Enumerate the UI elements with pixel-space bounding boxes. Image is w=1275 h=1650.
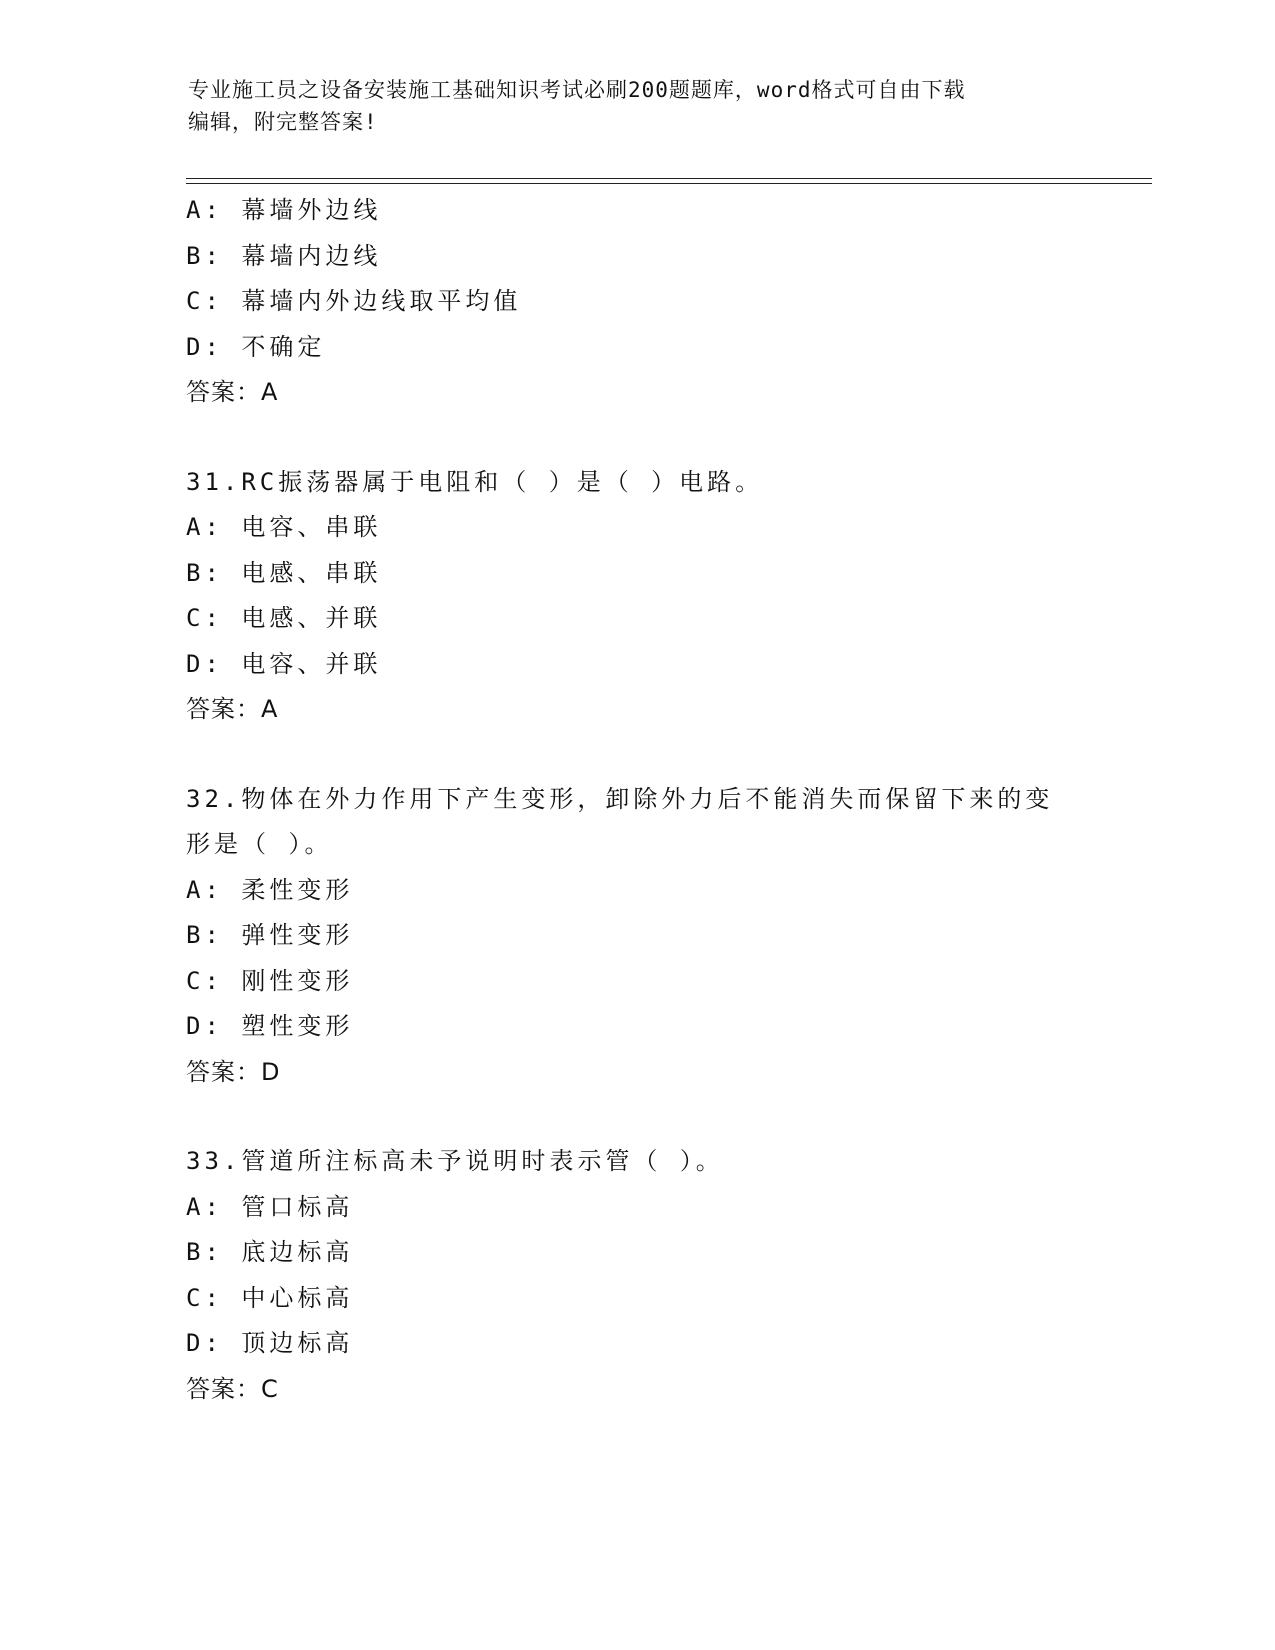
question-stem: 33.管道所注标高未予说明时表示管（ ）。 bbox=[186, 1147, 724, 1175]
option-c: C: 刚性变形 bbox=[186, 966, 354, 995]
question-32 bbox=[186, 777, 1106, 1096]
question-33 bbox=[186, 1139, 1106, 1412]
answer: 答案：C bbox=[186, 1374, 279, 1403]
answer: 答案：D bbox=[186, 1057, 281, 1086]
spacer bbox=[186, 733, 1106, 777]
question-list bbox=[186, 188, 1106, 1412]
header-title-line-1: 专业施工员之设备安装施工基础知识考试必刷200题题库，word格式可自由下载 bbox=[188, 78, 966, 102]
spacer bbox=[186, 1095, 1106, 1139]
spacer bbox=[186, 416, 1106, 460]
option-d: D: 塑性变形 bbox=[186, 1012, 354, 1040]
question-stem-line-1: 32.物体在外力作用下产生变形，卸除外力后不能消失而保留下来的变 bbox=[186, 784, 1054, 813]
option-d: D: 顶边标高 bbox=[186, 1329, 354, 1357]
option-d: D: 电容、并联 bbox=[186, 649, 382, 678]
option-b: B: 弹性变形 bbox=[186, 921, 354, 949]
answer: 答案：A bbox=[186, 378, 279, 406]
option-c: C: 中心标高 bbox=[186, 1283, 354, 1312]
option-a: A: 柔性变形 bbox=[186, 875, 354, 904]
option-c: C: 幕墙内外边线取平均值 bbox=[186, 287, 522, 315]
question-31 bbox=[186, 460, 1106, 733]
header-divider-top bbox=[186, 178, 1152, 179]
option-b: B: 底边标高 bbox=[186, 1238, 354, 1266]
header-divider-bottom bbox=[186, 183, 1152, 184]
option-a: A: 电容、串联 bbox=[186, 513, 382, 541]
question-stem-line-2: 形是（ ）。 bbox=[186, 830, 333, 858]
option-c: C: 电感、并联 bbox=[186, 604, 382, 632]
document-header bbox=[188, 74, 1068, 138]
option-a: A: 管口标高 bbox=[186, 1192, 354, 1221]
option-a: A: 幕墙外边线 bbox=[186, 196, 382, 224]
option-b: B: 电感、串联 bbox=[186, 558, 382, 587]
header-title-line-2: 编辑，附完整答案! bbox=[188, 110, 378, 134]
question-stem: 31.RC振荡器属于电阻和（ ）是（ ）电路。 bbox=[186, 467, 764, 496]
option-b: B: 幕墙内边线 bbox=[186, 241, 382, 270]
answer: 答案：A bbox=[186, 695, 279, 723]
option-d: D: 不确定 bbox=[186, 332, 326, 361]
question-30 bbox=[186, 188, 1106, 416]
